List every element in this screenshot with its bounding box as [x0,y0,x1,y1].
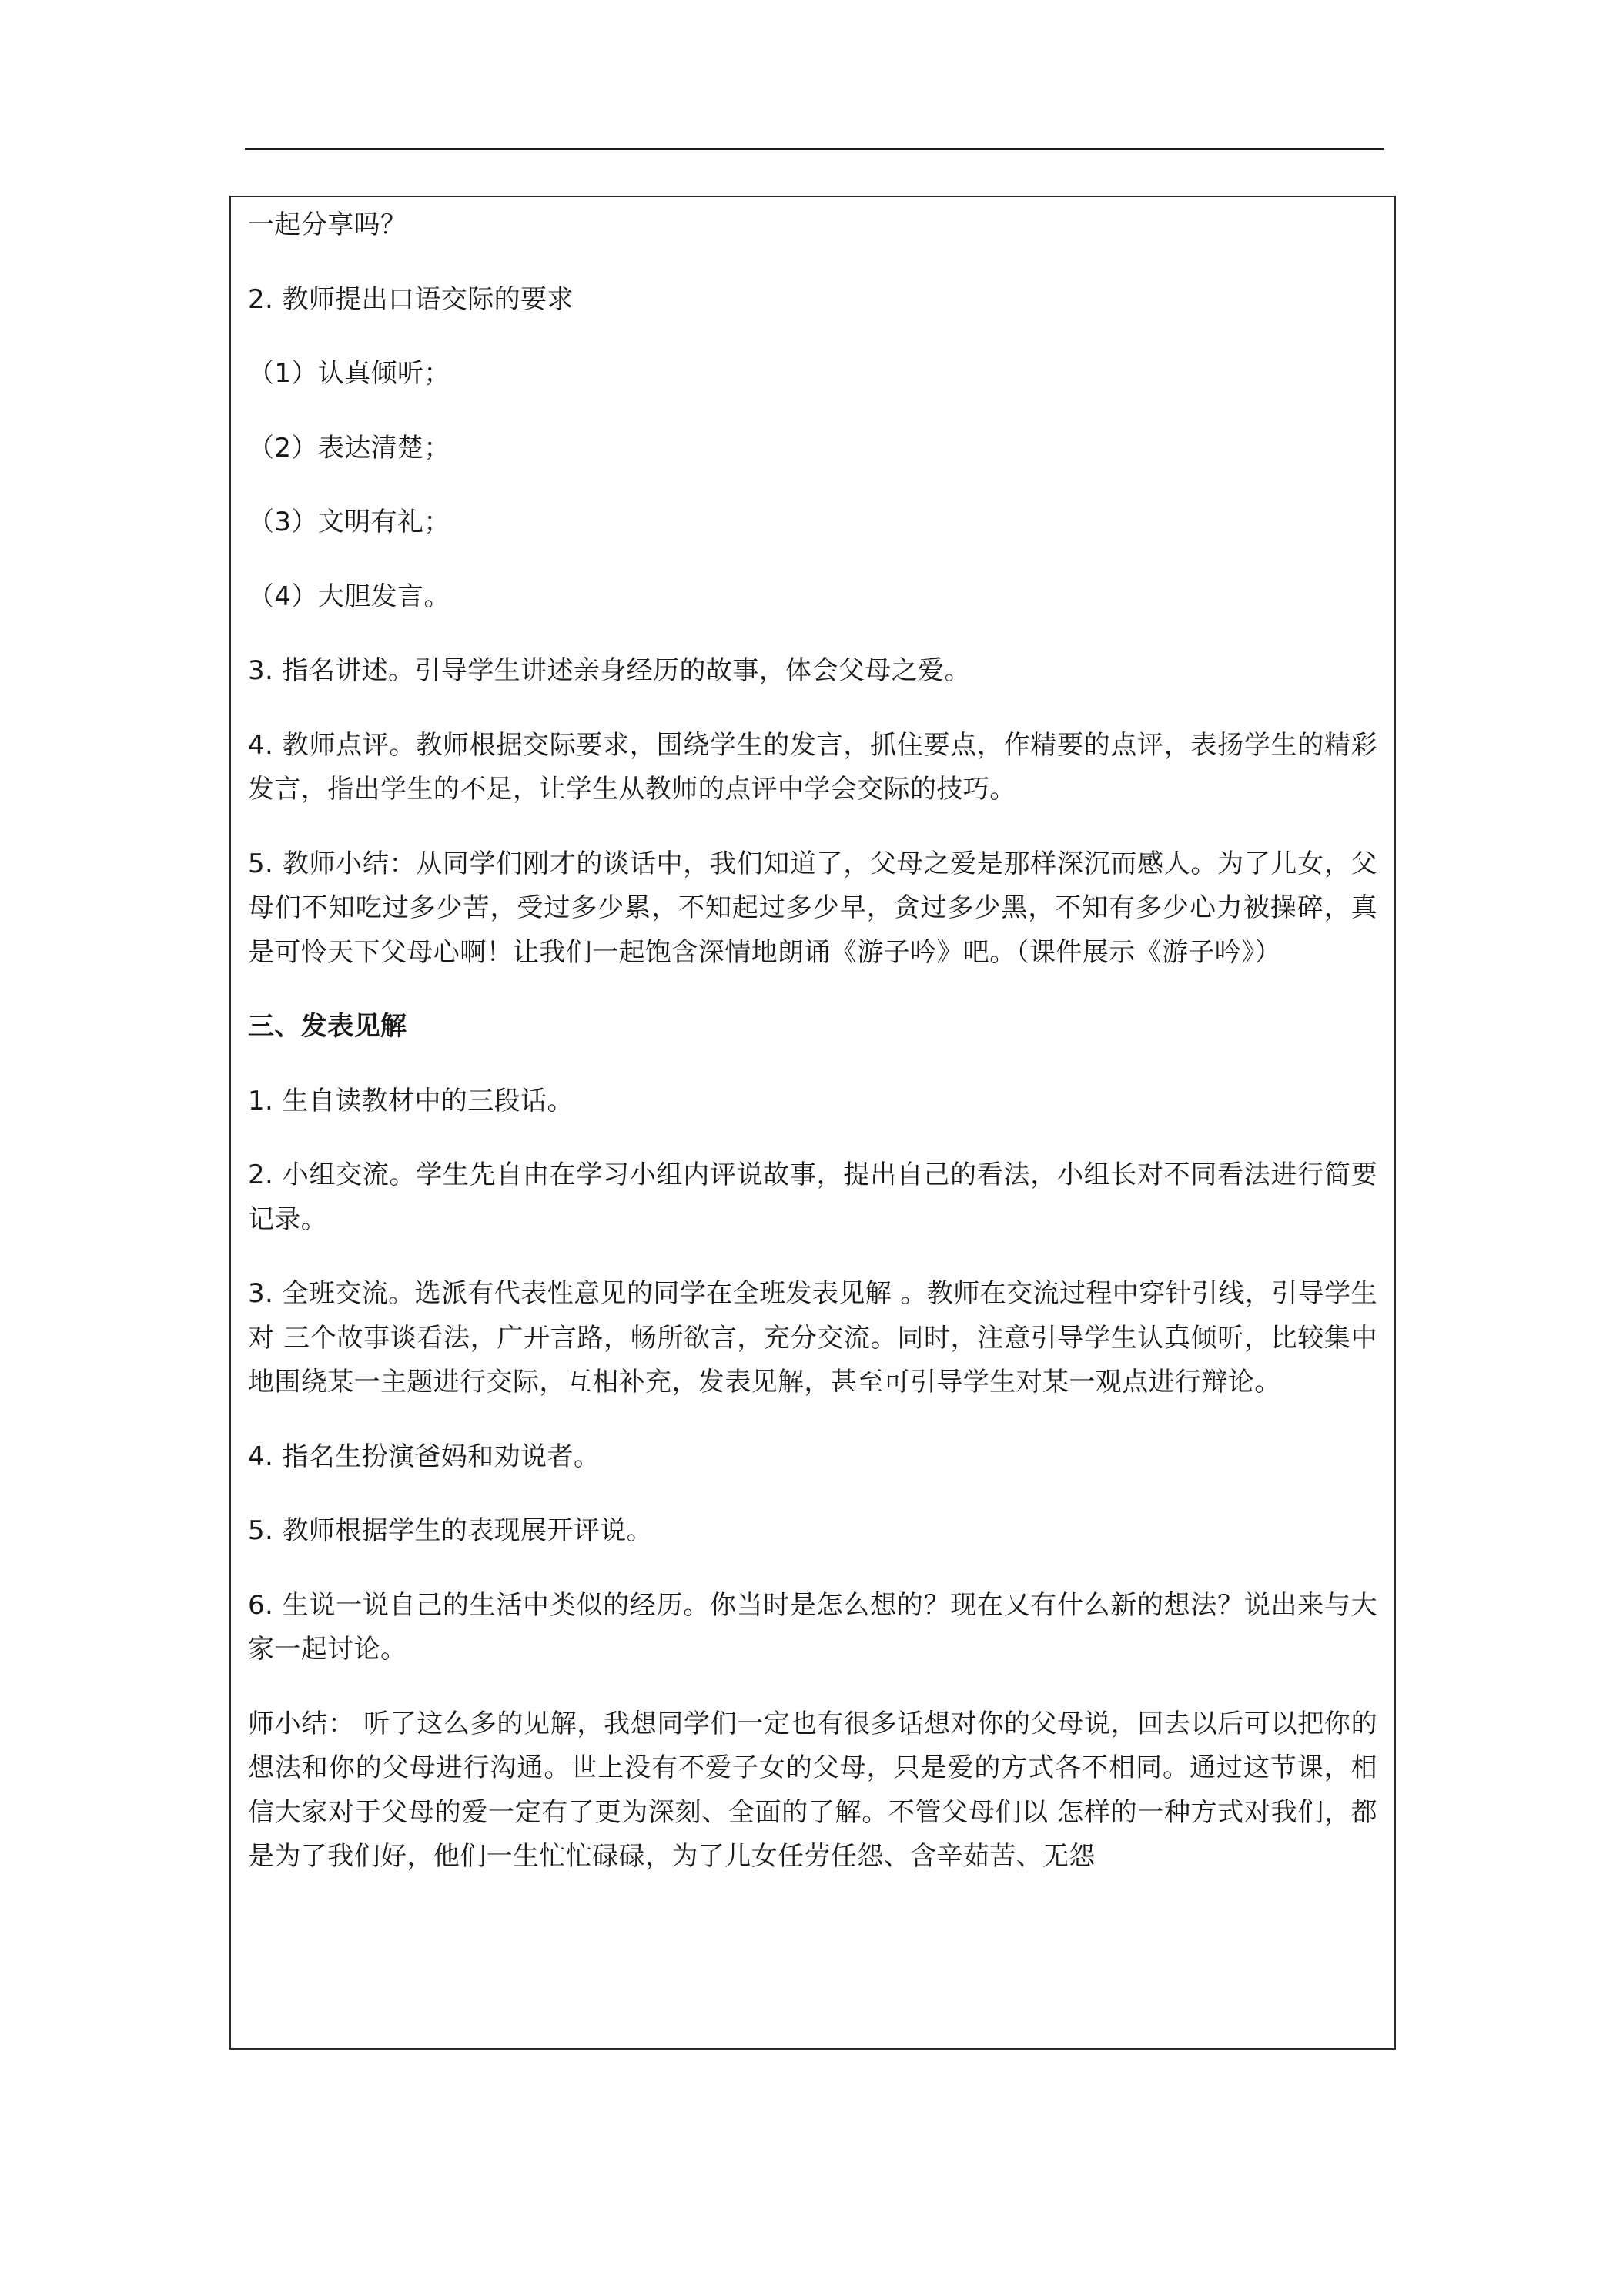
section-heading-3: 三、发表见解 [248,1011,407,1042]
section3-step-6: 6. 生说一说自己的生活中类似的经历。你当时是怎么想的？现在又有什么新的想法？说出来与大家一起讨论。 [248,1589,1377,1665]
section3-step-4: 4. 指名生扮演爸妈和劝说者。 [248,1441,601,1472]
step-4-teacher-review: 4. 教师点评。教师根据交际要求，围绕学生的发言，抓住要点，作精要的点评，表扬学生的精彩发言，指出学生的不足，让学生从教师的点评中学会交际的技巧。 [248,729,1377,805]
section3-step-5: 5. 教师根据学生的表现展开评说。 [248,1515,654,1546]
paragraph-share-question: 一起分享吗？ [248,209,407,240]
requirement-4: （4）大胆发言。 [248,581,450,612]
header-rule [245,148,1384,150]
section3-step-3: 3. 全班交流。选派有代表性意见的同学在全班发表见解 。教师在交流过程中穿针引线，引导学生对 三个故事谈看法，广开言路，畅所欲言，充分交流。同时，注意引导学生认真倾听，比较集中地围绕某一主题进行交际，互相补充，发表见解，甚至可引导学生对某一观点进行辩论。 [248,1278,1377,1397]
requirement-3: （3）文明有礼； [248,507,450,537]
step-3-narration: 3. 指名讲述。引导学生讲述亲身经历的故事，体会父母之爱。 [248,655,971,686]
step-5-teacher-summary: 5. 教师小结：从同学们刚才的谈话中，我们知道了，父母之爱是那样深沉而感人。为了儿女，父母们不知吃过多少苦，受过多少累，不知起过多少早，贪过多少黑，不知有多少心力被操碎，真是可怜天下父母心啊！让我们一起饱含深情地朗诵《游子吟》吧。（课件展示《游子吟》） [248,848,1377,968]
step-2-requirements: 2. 教师提出口语交际的要求 [248,283,574,315]
requirement-2: （2）表达清楚； [248,432,450,464]
teacher-conclusion: 师小结： 听了这么多的见解，我想同学们一定也有很多话想对你的父母说，回去以后可以把你的想法和你的父母进行沟通。世上没有不爱子女的父母，只是爱的方式各不相同。通过这节课，相信大家对于父母的爱一定有了更为深刻、全面的了解。不管父母们以 怎样的一种方式对我们，都是为了我们好，他们一生忙忙碌碌，为了儿女任劳任怨、含辛茹苦、无怨 [248,1708,1377,1872]
requirement-1: （1）认真倾听； [248,358,450,389]
section3-step-2: 2. 小组交流。学生先自由在学习小组内评说故事，提出自己的看法，小组长对不同看法进行简要记录。 [248,1160,1377,1235]
lesson-plan-table-cell [229,196,1396,2050]
lesson-content [231,197,1394,1879]
section3-step-1: 1. 生自读教材中的三段话。 [248,1085,574,1116]
